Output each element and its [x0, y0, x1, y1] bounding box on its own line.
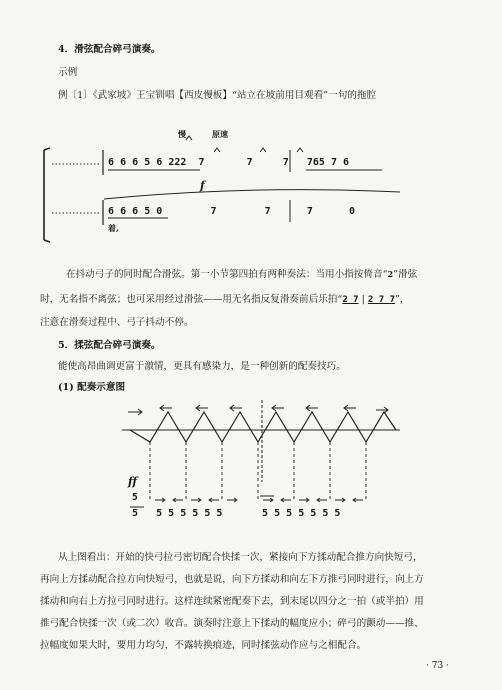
- note: 5: [286, 508, 293, 519]
- section5-heading: 5．揉弦配合碎弓演奏。: [58, 340, 161, 351]
- note: 5: [310, 508, 317, 519]
- note: 5: [192, 508, 199, 519]
- note: 5: [144, 157, 151, 168]
- note: 6: [120, 206, 127, 217]
- note: 7: [330, 157, 337, 168]
- note: 5: [334, 508, 341, 519]
- note: 5: [132, 508, 139, 519]
- note: 5: [180, 508, 187, 519]
- note: 5: [204, 508, 211, 519]
- note: 5: [262, 508, 269, 519]
- score-lower-text: 着,: [108, 223, 119, 233]
- para1-text-end: ”滑弦: [393, 269, 418, 280]
- note: 2: [168, 157, 175, 168]
- note: 6: [343, 157, 350, 168]
- para1-line2: 时，无名指不离弦；也可采用经过滑弦——用无名指反复滑奏前后乐拍“2 7 | 2 7 7”，: [40, 294, 410, 305]
- para2-line2: 再向上方揉动配合拉方向快短弓，也就是说，向下方揉动和向左下方推弓同时进行，向上方: [40, 574, 424, 585]
- note: 7: [210, 206, 217, 217]
- section4-heading: 4．滑弦配合碎弓演奏。: [58, 44, 161, 55]
- para1-line3: 注意在滑奏过程中、弓子抖动不停。: [40, 317, 194, 328]
- note: 5: [144, 206, 151, 217]
- grace-note: 2: [387, 269, 394, 279]
- note: 7: [306, 206, 313, 217]
- note: 2: [174, 157, 181, 168]
- note: 5: [322, 508, 329, 519]
- para2-line1: 从上图看出：开始的快弓拉弓密切配合快揉一次，紧接向下方揉动配合推方向快短弓，: [58, 552, 423, 563]
- diagram-dashed-lines: [150, 442, 366, 500]
- note: 7: [198, 157, 205, 168]
- note: 6: [156, 157, 163, 168]
- note: 0: [156, 206, 163, 217]
- para1-text-end: ”，: [395, 294, 410, 305]
- note: 5: [298, 508, 305, 519]
- diagram-meter: 5: [132, 492, 138, 503]
- note: 2: [180, 157, 187, 168]
- para1-text: 在抖动弓子的同时配合滑弦。第一小节第四拍有两种奏法：当用小指按倚音“: [66, 269, 388, 280]
- note: 5: [216, 508, 223, 519]
- para2-line4: 推弓配合快揉一次（或二次）收音。演奏时注意上下揉动的幅度应小；碎弓的颤动——推、: [40, 618, 424, 629]
- diagram-dynamic: ff: [128, 475, 138, 488]
- note: 6: [120, 157, 127, 168]
- tempo-original: 原速: [212, 129, 228, 139]
- example-caption: 例〔1〕《武家坡》王宝钏唱【西皮慢板】“站立在坡前用目观看”一句的拖腔: [58, 90, 377, 101]
- dynamic-f: f: [200, 179, 205, 192]
- note: 5: [168, 508, 175, 519]
- note: 6: [132, 206, 139, 217]
- section5-subheading: (1) 配奏示意图: [58, 382, 126, 393]
- note: 765: [306, 157, 325, 168]
- note: 6: [132, 157, 139, 168]
- note: 0: [348, 206, 355, 217]
- figure-b: 2 7 7: [367, 295, 396, 305]
- para2-line3: 揉动和向右上方拉弓同时进行。这样连续紧密配奏下去，到末尾以四分之一拍（或半拍）用: [40, 596, 424, 607]
- figure-a: 2 7: [342, 295, 359, 305]
- section5-desc: 能使高昂曲调更富于激情，更具有感染力，是一种创新的配奏技巧。: [58, 361, 346, 372]
- diagram-notes-right: [262, 508, 340, 520]
- note: 7: [264, 206, 271, 217]
- diagram-notes-left: [132, 508, 222, 520]
- note: 5: [156, 508, 163, 519]
- note: 6: [108, 206, 115, 217]
- note: 5: [274, 508, 281, 519]
- note: 7: [282, 157, 289, 168]
- note: 7: [246, 157, 253, 168]
- para1-text: 时，无名指不离弦；也可采用经过滑弦——用无名指反复滑奏前后乐拍“: [40, 294, 343, 305]
- page-number: · 73 ·: [426, 661, 449, 671]
- note: 6: [108, 157, 115, 168]
- example-label: 示例: [58, 67, 78, 78]
- tempo-slow: 慢: [178, 129, 186, 139]
- vibrato-zigzag: [130, 412, 396, 442]
- para2-line5: 拉幅度如果大时，要用力均匀，不露转换痕迹，同时揉弦动作应与之相配合。: [40, 640, 367, 651]
